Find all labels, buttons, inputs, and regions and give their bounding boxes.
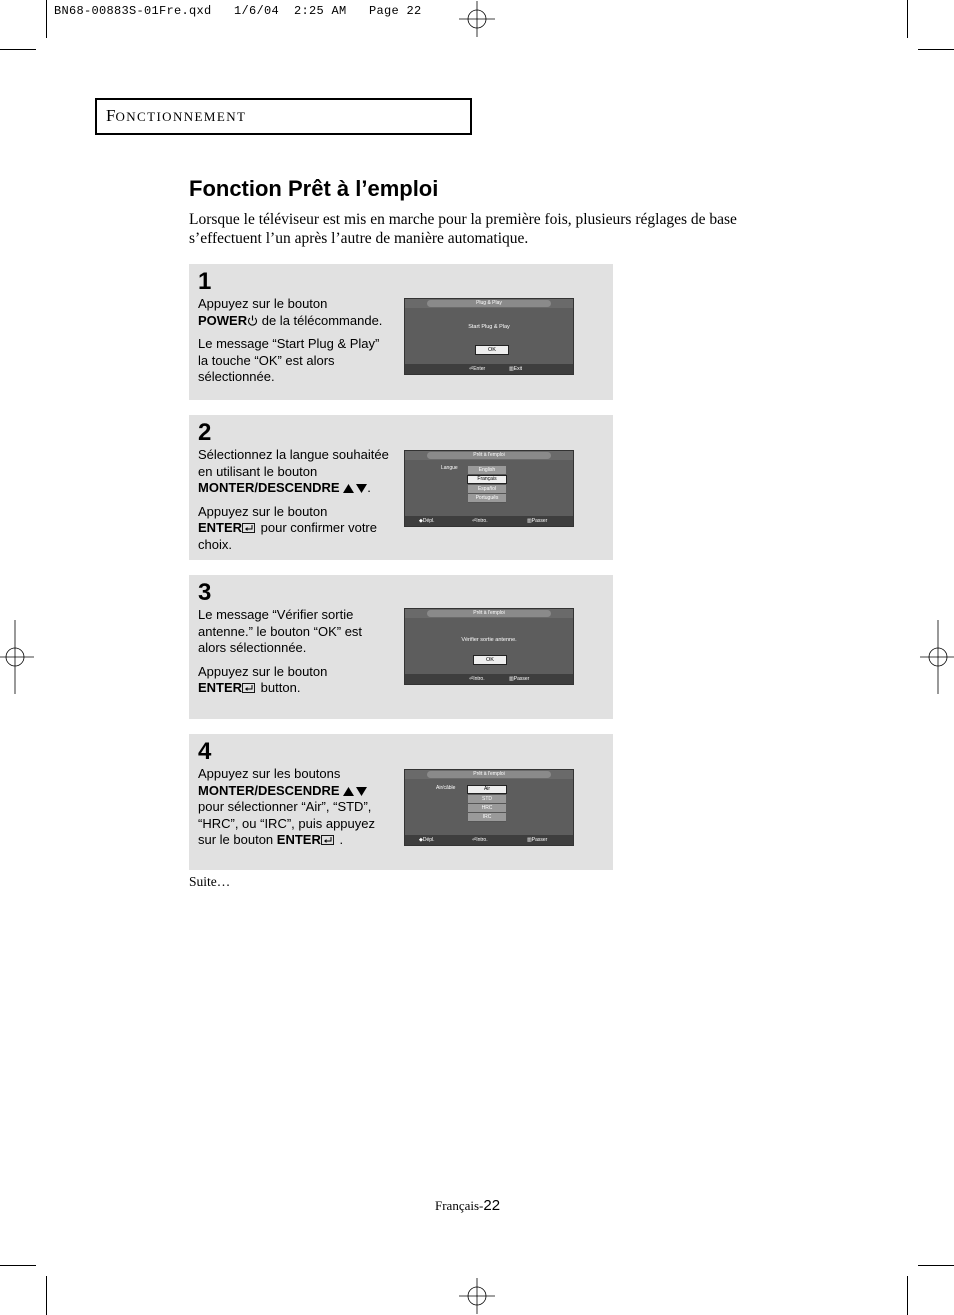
- screen-title-bar: [405, 609, 573, 618]
- enter-icon: [321, 834, 336, 845]
- footer-skip: ▥ Passer: [527, 837, 548, 843]
- ok-button: OK: [475, 345, 509, 355]
- crop-mark: [46, 0, 47, 38]
- menu-label: Air/câble: [436, 785, 456, 791]
- button-name: ENTER: [276, 832, 321, 848]
- screen-message: Start Plug & Play: [468, 324, 510, 330]
- button-name: ENTER: [198, 680, 243, 696]
- enter-icon: [242, 682, 257, 693]
- instruction-text: Le message “Start Plug & Play” la touche “OK” est alors sélectionnée.: [198, 336, 380, 385]
- screen-title-bar: [405, 451, 573, 460]
- power-icon: [247, 315, 258, 326]
- crop-mark: [918, 49, 954, 50]
- up-down-arrows-icon: [343, 787, 367, 796]
- menu-option: HRC: [468, 804, 506, 813]
- screen-title-bar: [405, 299, 573, 308]
- step-instructions: [198, 607, 393, 704]
- tv-screen-plug-and-play: [404, 298, 574, 375]
- instruction-text: de la télécommande.: [258, 312, 383, 328]
- instruction-text: .: [339, 832, 344, 848]
- tv-screen-air-cable: [404, 769, 574, 846]
- footer-move: ◆ Dépl.: [419, 518, 435, 524]
- footer-label: Intro.: [473, 676, 485, 682]
- footer-skip: ▥ Passer: [527, 518, 548, 524]
- screen-title: Prêt à l'emploi: [427, 452, 551, 459]
- section-title: [106, 106, 246, 126]
- registration-mark-icon: [459, 1278, 495, 1314]
- screen-title: Plug & Play: [427, 300, 551, 307]
- instruction-text: Appuyez sur le bouton: [198, 503, 328, 519]
- menu-option: IRC: [468, 813, 506, 822]
- footer-enter: ⏎ Intro.: [472, 518, 488, 524]
- enter-icon: [242, 522, 257, 533]
- menu-option-selected: Français: [467, 475, 507, 484]
- crop-mark: [46, 1276, 47, 1315]
- screen-title: Prêt à l'emploi: [427, 771, 551, 778]
- button-name: POWER: [198, 312, 248, 328]
- footer-enter: ⏎ Intro.: [472, 837, 488, 843]
- menu-option: English: [468, 466, 506, 475]
- footer-label: Intro.: [476, 518, 488, 524]
- instruction-text: Appuyez sur les boutons: [198, 766, 341, 781]
- section-title-initial: F: [106, 106, 116, 125]
- continued-note: Suite…: [189, 874, 231, 889]
- crop-mark: [0, 49, 36, 50]
- footer-label: Passer: [531, 518, 548, 524]
- footer-label: Dépl.: [422, 837, 435, 843]
- step-2-panel: [189, 415, 613, 560]
- screen-footer: [405, 835, 573, 845]
- crop-mark: [0, 1265, 36, 1266]
- footer-skip: ▥ Passer: [509, 676, 530, 682]
- step-3-panel: [189, 575, 613, 719]
- instruction-text: Appuyez sur le bouton: [198, 296, 328, 311]
- step-number: 3: [198, 579, 212, 606]
- step-number: 2: [198, 419, 212, 446]
- instruction-text: pour sélectionner “Air”, “STD”, “HRC”, ou “IRC”, puis appuyez sur le bouton: [198, 799, 375, 848]
- screen-title: Prêt à l'emploi: [427, 610, 551, 617]
- tv-screen-language: [404, 450, 574, 527]
- step-number: 4: [198, 738, 212, 765]
- footer-label: Intro.: [476, 837, 488, 843]
- footer-enter: ⏎ Intro.: [469, 676, 485, 682]
- registration-mark-icon: [920, 620, 954, 694]
- menu-option: STD: [468, 795, 506, 804]
- instruction-text: .: [367, 480, 371, 496]
- section-title-rest: ONCTIONNEMENT: [115, 109, 247, 124]
- ok-button: OK: [473, 655, 507, 665]
- footer-label: Enter: [473, 366, 486, 372]
- page-folio: [435, 1197, 500, 1214]
- menu-option: Español: [468, 485, 506, 494]
- instruction-text: Appuyez sur le bouton: [198, 663, 328, 679]
- step-number: 1: [198, 268, 212, 295]
- registration-mark-icon: [0, 620, 34, 694]
- instruction-text: Le message “Vérifier sortie antenne.” le bouton “OK” est alors sélectionnée.: [198, 607, 363, 656]
- footer-label: Passer: [513, 676, 530, 682]
- step-instructions: [198, 296, 393, 393]
- step-instructions: [198, 766, 393, 856]
- registration-mark-icon: [459, 1, 495, 37]
- crop-mark: [907, 1276, 908, 1315]
- screen-footer: [405, 674, 573, 684]
- footer-label: Exit: [513, 366, 523, 372]
- footer-enter: ⏎ Enter: [469, 366, 486, 372]
- button-name: MONTER/DESCENDRE: [198, 480, 340, 496]
- step-1-panel: [189, 264, 613, 400]
- footer-exit: ▥ Exit: [509, 366, 523, 372]
- intro-paragraph: Lorsque le téléviseur est mis en marche pour la première fois, plusieurs réglages de base s’effectuent l’un après l’autre de manière automatique.: [189, 211, 737, 247]
- footer-label: Dépl.: [422, 518, 435, 524]
- step-4-panel: [189, 734, 613, 870]
- footer-move: ◆ Dépl.: [419, 837, 435, 843]
- screen-footer: [405, 516, 573, 526]
- screen-title-bar: [405, 770, 573, 779]
- tv-screen-antenna: [404, 608, 574, 685]
- menu-label: Langue: [441, 465, 458, 471]
- screen-footer: [405, 364, 573, 374]
- crop-mark: [918, 1265, 954, 1266]
- menu-option: Português: [468, 494, 506, 503]
- screen-message: Vérifier sortie antenne.: [461, 637, 517, 643]
- button-name: MONTER/DESCENDRE: [198, 782, 340, 798]
- page-number: 22: [483, 1197, 501, 1214]
- instruction-text: pour confirmer votre choix.: [198, 520, 377, 552]
- menu-option-selected: Air: [467, 785, 507, 794]
- printer-slug: BN68-00883S-01Fre.qxd 1/6/04 2:25 AM Page 22: [54, 4, 422, 18]
- step-instructions: [198, 447, 393, 561]
- instruction-text: Sélectionnez la langue souhaitée en utilisant le bouton: [198, 447, 389, 479]
- instruction-text: button.: [257, 680, 301, 696]
- crop-mark: [907, 0, 908, 38]
- folio-language: Français-: [435, 1198, 484, 1213]
- page-title: Fonction Prêt à l’emploi: [189, 176, 439, 201]
- up-down-arrows-icon: [343, 484, 367, 493]
- footer-label: Passer: [531, 837, 548, 843]
- button-name: ENTER: [198, 520, 243, 536]
